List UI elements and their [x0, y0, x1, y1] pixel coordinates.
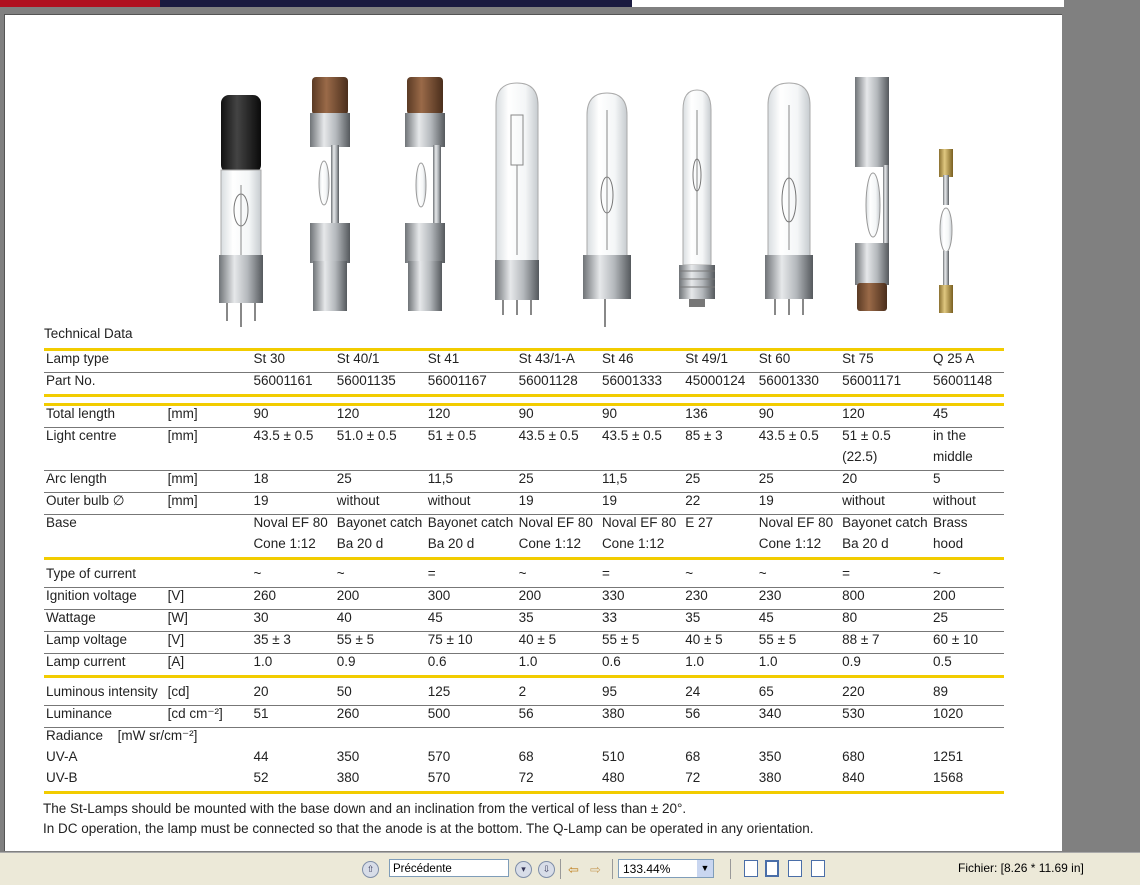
table-row-lamp-current: [44, 654, 1004, 677]
table-cell: [426, 728, 517, 750]
table-cell: 65: [758, 684, 774, 699]
row-unit: [166, 536, 252, 559]
row-unit: [mm]: [166, 493, 252, 515]
table-cell: Noval EF 80: [517, 515, 600, 537]
table-cell: 18: [251, 471, 334, 493]
table-cell: [683, 449, 757, 471]
table-cell: 120: [840, 405, 931, 428]
table-cell: 1568: [931, 770, 1004, 793]
table-cell: Ba 20 d: [426, 536, 517, 559]
table-cell: [840, 728, 931, 750]
table-cell: 0.6: [426, 654, 517, 677]
table-cell: 25: [683, 471, 757, 493]
table-cell: St 49/1: [683, 350, 757, 373]
table-cell: Brass: [931, 515, 1004, 537]
table-cell: 40 ± 5: [683, 632, 757, 654]
table-cell: [517, 449, 600, 471]
table-spacer: [44, 396, 1004, 405]
table-cell: 0.6: [600, 654, 683, 677]
row-unit: [mW sr/cm⁻²]: [116, 728, 202, 750]
table-cell: 51.0 ± 0.5: [335, 428, 426, 450]
table-cell: [335, 449, 426, 471]
table-cell: [335, 728, 426, 750]
table-cell: 19: [517, 493, 600, 515]
table-cell: 20: [840, 471, 931, 493]
footnote: [43, 799, 813, 839]
table-cell: 1.0: [517, 654, 600, 677]
table-row-part-no: [44, 373, 1004, 396]
table-cell: [931, 728, 1004, 750]
table-cell: 43.5 ± 0.5: [517, 428, 600, 450]
table-cell: (22.5): [842, 449, 878, 464]
table-cell: 5: [931, 471, 1004, 493]
table-cell: 500: [426, 706, 517, 728]
file-info: Fichier: [8.26 * 11.69 in]: [958, 861, 1084, 875]
table-cell: 35: [683, 610, 757, 632]
footnote-line-1: The St-Lamps should be mounted with the base down and an inclination from the vertical of less than ± 20°.: [43, 801, 687, 816]
lamp-st491-photo: [679, 90, 715, 307]
row-label: UV-A: [46, 749, 78, 764]
table-cell: 45: [426, 610, 517, 632]
table-cell: St 40/1: [335, 350, 426, 373]
table-cell: Bayonet catch: [840, 515, 931, 537]
table-cell: Bayonet catch: [335, 515, 426, 537]
table-cell: 510: [601, 749, 625, 764]
table-cell: E 27: [683, 515, 757, 537]
table-cell: 570: [426, 770, 517, 793]
row-unit: [cd]: [167, 684, 190, 699]
row-unit: [166, 770, 252, 793]
table-cell: 85 ± 3: [683, 428, 757, 450]
row-unit: [mm]: [166, 428, 252, 450]
document-page: [4, 14, 1062, 851]
table-cell: 11,5: [600, 471, 683, 493]
table-spacer: [44, 559, 1004, 567]
row-unit: [mm]: [166, 471, 252, 493]
table-cell: [683, 536, 757, 559]
table-cell: 45000124: [683, 373, 757, 396]
continuous-facing-view-icon[interactable]: [811, 860, 825, 877]
row-label: Wattage: [44, 610, 166, 632]
table-row-light-centre: [44, 428, 1004, 450]
row-label: Total length: [44, 405, 166, 428]
table-cell: 56001161: [251, 373, 334, 396]
table-cell: Q 25 A: [931, 350, 1004, 373]
table-cell: 570: [427, 749, 451, 764]
row-label: UV-B: [44, 770, 166, 793]
table-cell: 45: [757, 610, 840, 632]
table-cell: ~: [336, 566, 345, 581]
table-cell: ~: [685, 566, 694, 581]
table-cell: 68: [685, 749, 701, 764]
table-cell: 530: [840, 706, 931, 728]
back-icon[interactable]: ⇦: [568, 862, 579, 877]
table-row-light-centre-2: [44, 449, 1004, 471]
table-cell: 120: [426, 405, 517, 428]
table-cell: 52: [251, 770, 334, 793]
row-label: Lamp current: [44, 654, 166, 677]
table-cell: 56001167: [426, 373, 517, 396]
first-page-icon[interactable]: ⇧: [362, 861, 379, 878]
row-label: Ignition voltage: [44, 588, 166, 610]
table-row-outer-bulb: [44, 493, 1004, 515]
table-cell: 200: [517, 588, 600, 610]
table-cell: Noval EF 80: [251, 515, 334, 537]
row-unit: [V]: [166, 588, 252, 610]
table-cell: 90: [517, 405, 600, 428]
table-cell: 19: [600, 493, 683, 515]
lamp-st60-photo: [765, 83, 813, 315]
row-unit: [cd cm⁻²]: [166, 706, 252, 728]
table-cell: middle: [933, 449, 973, 464]
row-label: Lamp type: [44, 350, 166, 373]
table-cell: =: [842, 566, 850, 581]
forward-icon[interactable]: ⇨: [590, 862, 601, 877]
table-cell: Cone 1:12: [600, 536, 683, 559]
statusbar-separator: [730, 859, 731, 879]
table-cell: 1020: [931, 706, 1004, 728]
scroll-down-icon[interactable]: ▾: [515, 861, 532, 878]
table-cell: 75 ± 10: [426, 632, 517, 654]
row-unit: [A]: [166, 654, 252, 677]
table-cell: 1251: [933, 749, 964, 764]
table-cell: St 30: [251, 350, 334, 373]
row-unit: [166, 566, 252, 588]
single-page-view-icon[interactable]: [744, 860, 758, 877]
table-cell: 300: [426, 588, 517, 610]
table-cell: Noval EF 80: [600, 515, 683, 537]
table-cell: Cone 1:12: [757, 536, 840, 559]
row-label: Luminous intensity: [46, 684, 158, 699]
table-cell: [757, 728, 840, 750]
table-cell: 330: [600, 588, 683, 610]
table-cell: 56: [683, 706, 757, 728]
zoom-select[interactable]: [618, 859, 714, 878]
table-cell: hood: [931, 536, 1004, 559]
table-row-luminous-intensity: [44, 684, 1004, 706]
table-cell: 56001135: [335, 373, 426, 396]
table-cell: 55 ± 5: [757, 632, 840, 654]
table-cell: [600, 728, 683, 750]
table-cell: 56001330: [757, 373, 840, 396]
row-unit: [166, 350, 252, 373]
row-label: Outer bulb ∅: [44, 493, 166, 515]
table-cell: 45: [931, 405, 1004, 428]
table-cell: ~: [758, 566, 767, 581]
table-cell: 20: [253, 684, 269, 699]
table-row-radiance: [44, 728, 1004, 750]
table-cell: 840: [840, 770, 931, 793]
facing-view-icon[interactable]: [788, 860, 802, 877]
table-row-arc-length: [44, 471, 1004, 493]
table-cell: 120: [335, 405, 426, 428]
table-cell: 51 ± 0.5: [840, 428, 931, 450]
table-cell: 43.5 ± 0.5: [757, 428, 840, 450]
table-cell: without: [840, 493, 931, 515]
lamp-q25a-photo: [939, 149, 953, 313]
window-top-strip: [0, 0, 1064, 7]
table-cell: 60 ± 10: [931, 632, 1004, 654]
page-field[interactable]: Précédente: [389, 859, 509, 877]
lamp-st75-photo: [855, 77, 889, 311]
table-cell: 56: [517, 706, 600, 728]
table-cell: 40: [335, 610, 426, 632]
table-cell: [757, 449, 840, 471]
table-row-uva: [44, 749, 1004, 770]
last-page-icon[interactable]: ⇩: [538, 861, 555, 878]
table-cell: St 60: [757, 350, 840, 373]
table-cell: 136: [683, 405, 757, 428]
table-cell: 25: [335, 471, 426, 493]
table-cell: 95: [601, 684, 617, 699]
table-cell: 51 ± 0.5: [426, 428, 517, 450]
chevron-down-icon[interactable]: ▼: [697, 860, 713, 877]
table-cell: 22: [683, 493, 757, 515]
table-cell: 72: [683, 770, 757, 793]
table-spacer: [44, 677, 1004, 685]
row-unit: [166, 515, 252, 537]
table-cell: 340: [757, 706, 840, 728]
row-label: Base: [44, 515, 166, 537]
table-row-type-current: [44, 566, 1004, 588]
table-cell: 43.5 ± 0.5: [600, 428, 683, 450]
table-cell: 230: [683, 588, 757, 610]
table-cell: 200: [335, 588, 426, 610]
table-row-total-length: [44, 405, 1004, 428]
row-label: Lamp voltage: [44, 632, 166, 654]
lamp-st30-photo: [219, 95, 263, 327]
row-label: [44, 449, 166, 471]
table-row-lamp-type: [44, 350, 1004, 373]
table-cell: 0.9: [335, 654, 426, 677]
table-cell: 25: [931, 610, 1004, 632]
table-cell: Noval EF 80: [757, 515, 840, 537]
table-cell: ~: [518, 566, 527, 581]
lamp-st401-photo: [310, 77, 350, 311]
table-cell: 0.5: [931, 654, 1004, 677]
table-cell: 68: [518, 749, 534, 764]
table-cell: ~: [253, 566, 262, 581]
table-cell: 380: [600, 706, 683, 728]
table-cell: 0.9: [840, 654, 931, 677]
table-cell: 89: [933, 684, 949, 699]
table-cell: [600, 449, 683, 471]
table-cell: 56001148: [931, 373, 1004, 396]
row-label: Type of current: [46, 566, 137, 581]
table-cell: 90: [757, 405, 840, 428]
lamp-st46-photo: [583, 93, 631, 327]
table-cell: St 46: [600, 350, 683, 373]
table-cell: 88 ± 7: [840, 632, 931, 654]
row-label: Radiance: [44, 728, 166, 750]
table-cell: 56001171: [840, 373, 931, 396]
table-cell: 11,5: [426, 471, 517, 493]
table-cell: 125: [427, 684, 451, 699]
table-cell: 72: [517, 770, 600, 793]
table-cell: Cone 1:12: [517, 536, 600, 559]
table-cell: 260: [335, 706, 426, 728]
lamp-st431a-photo: [495, 83, 539, 315]
table-row-ignition-voltage: [44, 588, 1004, 610]
table-cell: 33: [600, 610, 683, 632]
table-cell: 380: [757, 770, 840, 793]
technical-data-table: [44, 348, 1004, 794]
table-cell: 30: [251, 610, 334, 632]
table-cell: 90: [600, 405, 683, 428]
table-cell: without: [931, 493, 1004, 515]
table-cell: 25: [517, 471, 600, 493]
table-cell: 50: [336, 684, 352, 699]
table-cell: St 43/1-A: [517, 350, 600, 373]
table-row-base-2: [44, 536, 1004, 559]
table-cell: St 75: [840, 350, 931, 373]
viewer-statusbar: [0, 852, 1140, 885]
table-cell: 25: [757, 471, 840, 493]
table-row-lamp-voltage: [44, 632, 1004, 654]
table-cell: 44: [253, 749, 269, 764]
lamp-st41-photo: [405, 77, 445, 311]
table-cell: 350: [336, 749, 360, 764]
table-cell: =: [601, 566, 610, 581]
table-cell: 1.0: [757, 654, 840, 677]
row-unit: [W]: [166, 610, 252, 632]
table-cell: 56001333: [600, 373, 683, 396]
table-cell: 260: [251, 588, 334, 610]
table-cell: without: [335, 493, 426, 515]
table-cell: [251, 449, 334, 471]
table-cell: 350: [758, 749, 782, 764]
table-row-base: [44, 515, 1004, 537]
row-label: [44, 536, 166, 559]
table-cell: [683, 728, 757, 750]
row-unit: [V]: [166, 632, 252, 654]
table-cell: 800: [840, 588, 931, 610]
table-cell: 56001128: [517, 373, 600, 396]
statusbar-separator: [560, 859, 561, 879]
table-cell: [251, 728, 334, 750]
footnote-line-2: In DC operation, the lamp must be connected so that the anode is at the bottom. The Q-Lamp can be operated in any orientation.: [43, 821, 814, 836]
zoom-value: 133.44%: [623, 862, 671, 876]
table-cell: 35: [517, 610, 600, 632]
table-cell: 55 ± 5: [335, 632, 426, 654]
table-cell: 24: [685, 684, 701, 699]
table-cell: [426, 449, 517, 471]
table-cell: in the: [931, 428, 1004, 450]
table-cell: 230: [757, 588, 840, 610]
row-label: Light centre: [44, 428, 166, 450]
table-cell: 19: [251, 493, 334, 515]
table-cell: 380: [335, 770, 426, 793]
table-cell: 1.0: [251, 654, 334, 677]
row-unit: [166, 449, 252, 471]
table-cell: 51: [251, 706, 334, 728]
row-label: Arc length: [44, 471, 166, 493]
table-cell: 200: [931, 588, 1004, 610]
table-row-wattage: [44, 610, 1004, 632]
table-cell: 90: [251, 405, 334, 428]
table-cell: =: [427, 566, 436, 581]
section-title: Technical Data: [44, 326, 133, 341]
table-cell: 80: [840, 610, 931, 632]
table-cell: 2: [518, 684, 527, 699]
table-cell: 43.5 ± 0.5: [251, 428, 334, 450]
table-cell: Bayonet catch: [426, 515, 517, 537]
table-cell: [517, 728, 600, 750]
table-cell: ~: [933, 566, 941, 581]
row-unit: [166, 373, 252, 396]
table-cell: Cone 1:12: [251, 536, 334, 559]
table-cell: 220: [842, 684, 865, 699]
top-strip-red: [0, 0, 160, 7]
lamp-photos: [5, 15, 1062, 335]
table-cell: 40 ± 5: [517, 632, 600, 654]
table-cell: 35 ± 3: [251, 632, 334, 654]
table-cell: 680: [842, 749, 865, 764]
row-unit: [166, 749, 252, 770]
table-cell: St 41: [426, 350, 517, 373]
table-cell: Ba 20 d: [335, 536, 426, 559]
table-row-uvb: [44, 770, 1004, 793]
row-label: Luminance: [44, 706, 166, 728]
row-label: Part No.: [44, 373, 166, 396]
table-cell: Ba 20 d: [840, 536, 931, 559]
table-row-luminance: [44, 706, 1004, 728]
top-strip-white: [632, 0, 1064, 7]
table-cell: 480: [600, 770, 683, 793]
table-cell: 1.0: [683, 654, 757, 677]
table-cell: 55 ± 5: [600, 632, 683, 654]
continuous-view-icon[interactable]: [765, 860, 779, 877]
statusbar-separator: [612, 859, 613, 879]
table-cell: 19: [757, 493, 840, 515]
table-cell: without: [426, 493, 517, 515]
row-unit: [mm]: [166, 405, 252, 428]
